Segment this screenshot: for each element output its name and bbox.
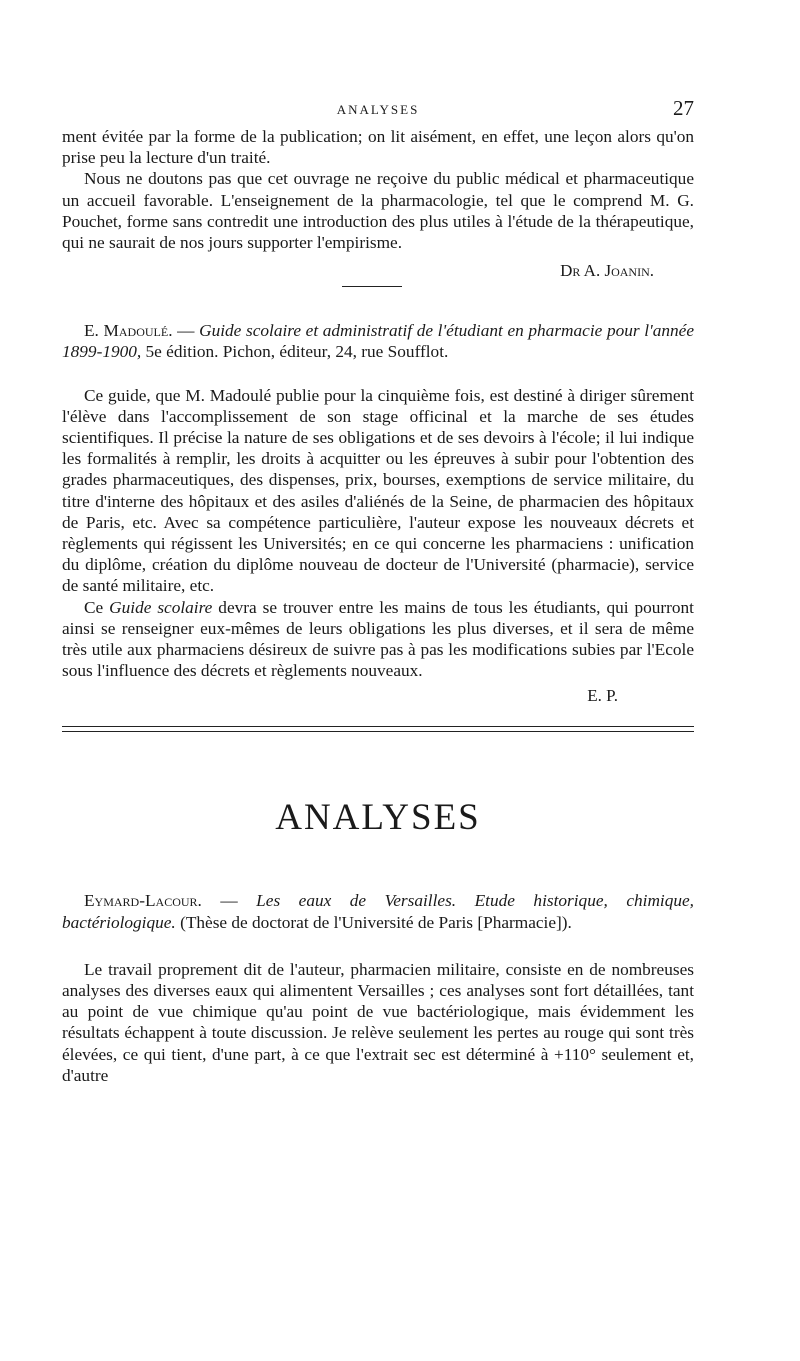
section-divider xyxy=(62,726,694,732)
review2-signature: E. P. xyxy=(587,686,618,706)
review2-para2-rest: devra se trouver entre les mains de tous les étudiants, qui pourront ainsi se renseigner eux-mêmes de leurs obligations les plus diverses, et il sera de même très utile aux pharmaciens désireux de suivre pas à pas les modifications subies par l'Ecole sous l'influence des décrets et règlements nouveaux. xyxy=(62,597,694,681)
book-page xyxy=(62,96,694,1086)
review2-dash: — xyxy=(172,321,200,341)
review2-para2-title: Guide scolaire xyxy=(109,597,213,617)
review2-heading xyxy=(62,320,694,362)
review2-publication: 5e édition. Pichon, éditeur, 24, rue Soufflot. xyxy=(141,342,449,362)
review2-author: E. Madoulé. xyxy=(84,321,173,341)
review1-paragraph-2: Nous ne doutons pas que cet ouvrage ne reçoive du public médical et pharmaceutique un accueil favorable. L'enseignement de la pharmacologie, tel que le comprend M. G. Pouchet, forme sans contredit une introduction des plus utiles à l'étude de la thérapeutique, qui ne saurait de nos jours supporter l'empirisme. xyxy=(62,169,694,253)
review2-paragraph-1: Ce guide, que M. Madoulé publie pour la cinquième fois, est destiné à diriger sûrement l'élève dans l'accomplissement de son stage officinal et la marche de ses études scientifiques. Il précise la nature de ses obligations et de ses devoirs à l'école; il lui indique les formalités à remplir, les droits à acquitter ou les épreuves à subir pour l'obtention des grades pharmaceutiques, des dispenses, prix, bourses, exemptions de service militaire, du titre d'interne des hôpitaux et des asiles d'aliénés de la Seine, de pharmacien des hôpitaux de Paris, etc. Avec sa compétence particulière, l'auteur expose les nouveaux décrets et règlements qui régissent les Universités; en ce qui concerne les pharmaciens : unification du diplôme, création du diplôme nouveau de docteur de l'Université (pharmacie), service de santé militaire, etc. xyxy=(62,385,694,596)
page-number: 27 xyxy=(673,96,694,120)
review2-para2-lead: Ce xyxy=(84,597,110,617)
review3-dash: — xyxy=(201,891,257,911)
review3-heading xyxy=(62,890,694,932)
section-title: ANALYSES xyxy=(275,797,481,839)
review3-author: Eymard-Lacour. xyxy=(84,891,202,911)
review3-title: Les eaux de Versailles. Etude historique, chimique, bactériologique. xyxy=(62,891,694,932)
review2-title: Guide scolaire et administratif de l'étudiant en pharmacie pour l'année 1899-1900, xyxy=(62,321,694,362)
review2-paragraph-2 xyxy=(62,597,694,682)
review1-signature: Dr A. Joanin. xyxy=(560,261,654,281)
review3-paragraph-1: Le travail proprement dit de l'auteur, pharmacien militaire, consiste en de nombreuses analyses des diverses eaux qui alimentent Versailles ; ces analyses sont fort détaillées, tant au point de vue chimique qu'au point de vue bactériologique, mais évidemment les résultats échappent à toute discussion. Je relève seulement les pertes au rouge qui sont très élevées, ce qui tient, d'une part, à ce que l'extrait sec est déterminé à +110° seulement et, d'autre xyxy=(62,959,694,1085)
running-header xyxy=(62,96,694,126)
running-title: ANALYSES xyxy=(336,102,420,117)
separator-rule xyxy=(342,286,402,287)
review3-note: (Thèse de doctorat de l'Université de Paris [Pharmacie]). xyxy=(175,912,572,932)
review1-paragraph-1: ment évitée par la forme de la publication; on lit aisément, en effet, une leçon alors qu'on prise peu la lecture d'un traité. xyxy=(62,127,694,168)
